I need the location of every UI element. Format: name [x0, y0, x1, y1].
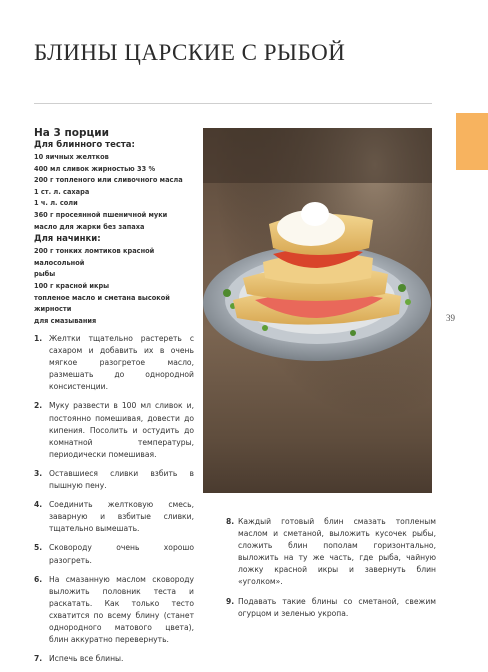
ingredient-line: масло для жарки без запаха	[34, 222, 145, 231]
step-text: На смазанную маслом сковороду выложить половник теста и раскатать. Как только тесто схватится по всему блину (станет однородного матового цвета), блин аккуратно перевернуть.	[49, 574, 194, 645]
step-number: 9.	[226, 596, 235, 606]
step-text: Оставшиеся сливки взбить в пышную пену.	[49, 468, 194, 491]
ingredient-line: 200 г тонких ломтиков красной малосольной	[34, 247, 155, 267]
step-text: Сковороду очень хорошо разогреть.	[49, 543, 194, 565]
recipe-step	[34, 400, 194, 460]
ingredient-line: топленое масло и сметана высокой жирности	[34, 293, 170, 314]
recipe-step	[226, 516, 436, 589]
ingredient-line: 1 ст. л. сахара	[34, 187, 90, 196]
step-number: 1.	[34, 334, 43, 343]
dish-photo	[203, 128, 432, 493]
recipe-step	[34, 333, 194, 393]
step-number: 2.	[34, 401, 43, 411]
step-text: Муку развести в 100 мл сливок и, постоянно помешивая, довести до кипения. Посолить и остудить до комнатной температуры, периодически помешивая.	[49, 401, 194, 459]
ingredient-line: 100 г красной икры	[34, 281, 110, 290]
step-text: Испечь все блины.	[49, 654, 124, 664]
step-number: 6.	[34, 574, 43, 584]
recipe-step	[34, 499, 194, 535]
step-number: 8.	[226, 517, 235, 526]
recipe-step	[34, 468, 194, 492]
step-text: Желтки тщательно растереть с сахаром и добавить их в очень мягкое разогретое масло, размешать до однородной консистенции.	[49, 334, 194, 392]
step-number: 5.	[34, 543, 43, 553]
step-number: 4.	[34, 500, 43, 510]
portions-heading: На 3 порции	[34, 127, 109, 139]
title-divider	[34, 103, 432, 104]
recipe-step	[34, 542, 194, 566]
steps-left-column	[34, 333, 194, 672]
step-number: 7.	[34, 654, 43, 664]
ingredient-line: 400 мл сливок жирностью 33 %	[34, 164, 156, 173]
dish-photo-illustration	[203, 128, 432, 493]
recipe-step	[34, 653, 194, 665]
ingredients-block	[34, 127, 202, 327]
dough-heading: Для блинного теста:	[34, 140, 135, 150]
ingredient-line: 10 яичных желтков	[34, 153, 109, 161]
ingredient-line: 1 ч. л. соли	[34, 199, 78, 208]
recipe-step	[34, 574, 194, 647]
step-number: 3.	[34, 468, 43, 478]
ingredient-line: 200 г топленого или сливочного масла	[34, 176, 183, 185]
step-text: Каждый готовый блин смазать топленым маслом и сметаной, выложить кусочек рыбы, сложить блин пополам горизонтально, выложить на ту же часть, где рыба, чайную ложку красной икры и завернуть блин «уголком».	[238, 517, 436, 587]
step-text: Соединить желтковую смесь, заварную и взбитые сливки, тщательно вымешать.	[49, 500, 194, 534]
steps-right-column	[226, 516, 436, 627]
ingredient-line: рыбы	[34, 270, 56, 279]
filling-heading: Для начинки:	[34, 234, 101, 245]
page-number: 39	[446, 313, 455, 323]
chapter-tab	[456, 113, 488, 170]
ingredient-line: 360 г просеянной пшеничной муки	[34, 210, 168, 219]
ingredient-line: для смазывания	[34, 316, 97, 325]
step-text: Подавать такие блины со сметаной, свежим огурцом и зеленью укропа.	[238, 596, 436, 618]
page-title: БЛИНЫ ЦАРСКИЕ С РЫБОЙ	[34, 40, 346, 65]
recipe-step	[226, 596, 436, 620]
